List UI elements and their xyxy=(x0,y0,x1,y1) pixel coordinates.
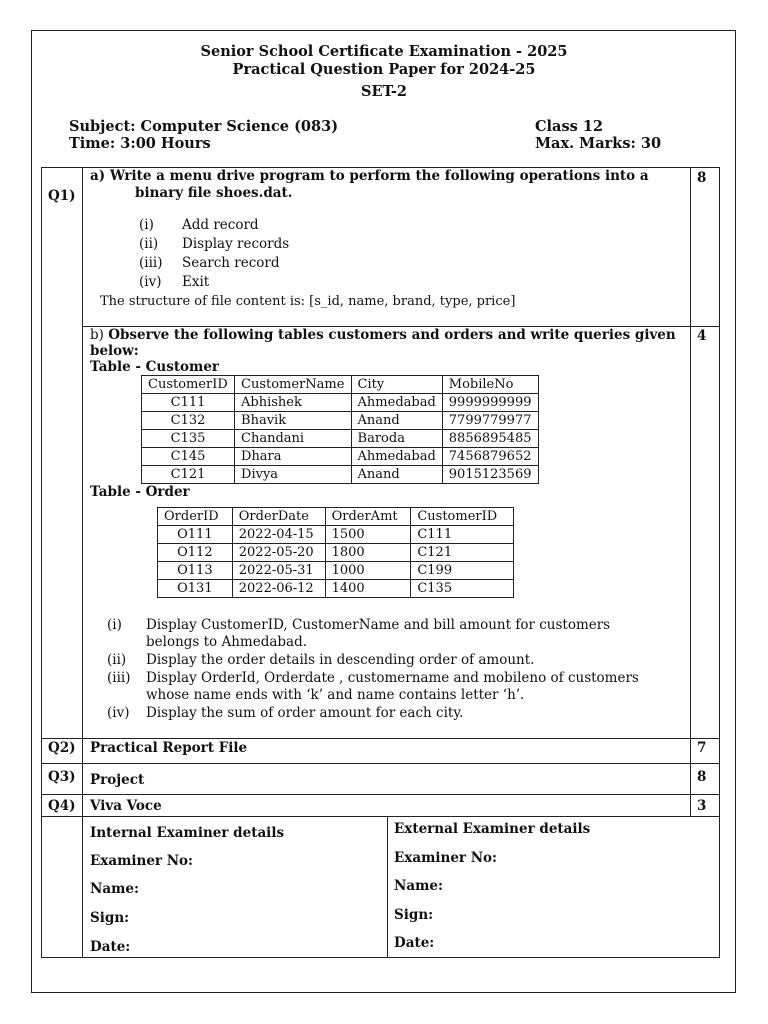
table-row xyxy=(142,412,539,430)
table-header-row xyxy=(158,508,514,526)
query-text: Display OrderId, Orderdate , customername and mobileno of customers xyxy=(146,670,639,686)
internal-examiner-sign: Sign: xyxy=(90,910,130,926)
q1b-line2: below: xyxy=(90,343,139,359)
cell: 8856895485 xyxy=(442,430,538,448)
cell: C135 xyxy=(142,430,235,448)
q1a-item-text: Display records xyxy=(182,236,290,252)
grid-line-left xyxy=(41,167,42,958)
header-cell: CustomerID xyxy=(142,376,235,394)
cell: O131 xyxy=(158,580,233,598)
q1a-line1: a) Write a menu drive program to perform the following operations into a xyxy=(90,168,649,184)
grid-line-right xyxy=(719,167,720,958)
cell: 2022-04-15 xyxy=(232,526,325,544)
cell: C135 xyxy=(411,580,514,598)
q3-title: Project xyxy=(90,772,145,788)
q1a-line2: binary file shoes.dat. xyxy=(135,185,293,201)
cell: Abhishek xyxy=(235,394,352,412)
cell: Divya xyxy=(235,466,352,484)
q1a-item-num: (iv) xyxy=(139,274,162,290)
set-label: SET-2 xyxy=(360,83,408,100)
cell: Anand xyxy=(351,466,442,484)
q1a-item-num: (i) xyxy=(139,217,154,233)
cell: C199 xyxy=(411,562,514,580)
cell: 1800 xyxy=(325,544,411,562)
q1a-marks: 8 xyxy=(697,170,707,186)
grid-line-bottom xyxy=(41,957,720,958)
cell: C121 xyxy=(411,544,514,562)
query-text: Display the order details in descending order of amount. xyxy=(146,652,535,668)
exam-title: Senior School Certificate Examination - 2025 xyxy=(200,43,568,60)
grid-line-qcol xyxy=(82,167,83,958)
cell: C132 xyxy=(142,412,235,430)
cell: 7456879652 xyxy=(442,448,538,466)
order-table-caption: Table - Order xyxy=(90,484,190,500)
query-text: belongs to Ahmedabad. xyxy=(146,634,308,650)
header-cell: OrderAmt xyxy=(325,508,411,526)
query-text: Display the sum of order amount for each city. xyxy=(146,705,464,721)
cell: C145 xyxy=(142,448,235,466)
table-row xyxy=(158,526,514,544)
cell: 1400 xyxy=(325,580,411,598)
cell: Bhavik xyxy=(235,412,352,430)
q3-label: Q3) xyxy=(48,769,76,785)
class: Class 12 xyxy=(535,118,603,135)
cell: 9999999999 xyxy=(442,394,538,412)
cell: 7799779977 xyxy=(442,412,538,430)
table-row xyxy=(142,466,539,484)
cell: 2022-05-20 xyxy=(232,544,325,562)
query-text: Display CustomerID, CustomerName and bill amount for customers xyxy=(146,617,611,633)
external-examiner-sign: Sign: xyxy=(394,907,434,923)
q2-label: Q2) xyxy=(48,740,76,756)
subject: Subject: Computer Science (083) xyxy=(69,118,339,135)
external-examiner-no: Examiner No: xyxy=(394,850,498,866)
header-cell: CustomerName xyxy=(235,376,352,394)
max-marks: Max. Marks: 30 xyxy=(535,135,662,152)
cell: Anand xyxy=(351,412,442,430)
cell: O111 xyxy=(158,526,233,544)
cell: 2022-05-31 xyxy=(232,562,325,580)
paper-title: Practical Question Paper for 2024-25 xyxy=(232,61,536,78)
table-row xyxy=(142,448,539,466)
grid-line-q3 xyxy=(41,763,720,764)
cell: 1500 xyxy=(325,526,411,544)
table-header-row xyxy=(142,376,539,394)
external-examiner-title: External Examiner details xyxy=(394,821,591,837)
q1b-line1: b) Observe the following tables customers and orders and write queries given xyxy=(90,327,676,343)
cell: C121 xyxy=(142,466,235,484)
q4-title: Viva Voce xyxy=(90,798,162,814)
table-row xyxy=(158,544,514,562)
cell: Dhara xyxy=(235,448,352,466)
q2-marks: 7 xyxy=(697,740,707,756)
cell: Baroda xyxy=(351,430,442,448)
order-table xyxy=(157,507,514,598)
header-cell: City xyxy=(351,376,442,394)
query-num: (iii) xyxy=(107,670,131,686)
external-examiner-date: Date: xyxy=(394,935,435,951)
customer-table xyxy=(141,375,539,484)
q4-marks: 3 xyxy=(697,798,707,814)
query-num: (iv) xyxy=(107,705,130,721)
q2-title: Practical Report File xyxy=(90,740,248,756)
cell: O112 xyxy=(158,544,233,562)
cell: Chandani xyxy=(235,430,352,448)
q1a-item-text: Add record xyxy=(182,217,259,233)
grid-line-q4 xyxy=(41,794,720,795)
grid-line-examiner-split xyxy=(387,816,388,958)
cell: Ahmedabad xyxy=(351,448,442,466)
query-num: (ii) xyxy=(107,652,127,668)
q1a-item-text: Exit xyxy=(182,274,210,290)
internal-examiner-title: Internal Examiner details xyxy=(90,825,285,841)
query-num: (i) xyxy=(107,617,122,633)
cell: O113 xyxy=(158,562,233,580)
query-text: whose name ends with ‘k’ and name contains letter ‘h’. xyxy=(146,687,525,703)
q1a-structure: The structure of file content is: [s_id, name, brand, type, price] xyxy=(100,294,516,309)
header-cell: CustomerID xyxy=(411,508,514,526)
table-row xyxy=(158,580,514,598)
cell: C111 xyxy=(411,526,514,544)
cell: 2022-06-12 xyxy=(232,580,325,598)
header-cell: OrderID xyxy=(158,508,233,526)
grid-line-examiners xyxy=(41,816,720,817)
cell: Ahmedabad xyxy=(351,394,442,412)
external-examiner-name: Name: xyxy=(394,878,443,894)
grid-line-q2 xyxy=(41,738,720,739)
q3-marks: 8 xyxy=(697,769,707,785)
q1a-item-text: Search record xyxy=(182,255,280,271)
grid-line-markscol xyxy=(690,167,691,817)
customer-table-caption: Table - Customer xyxy=(90,359,220,375)
q1a-item-num: (iii) xyxy=(139,255,163,271)
q1b-marks: 4 xyxy=(697,328,707,344)
table-row xyxy=(158,562,514,580)
q1-label: Q1) xyxy=(48,188,76,204)
internal-examiner-no: Examiner No: xyxy=(90,853,194,869)
header-cell: OrderDate xyxy=(232,508,325,526)
internal-examiner-name: Name: xyxy=(90,881,139,897)
cell: C111 xyxy=(142,394,235,412)
q4-label: Q4) xyxy=(48,798,76,814)
q1a-item-num: (ii) xyxy=(139,236,159,252)
cell: 9015123569 xyxy=(442,466,538,484)
header-cell: MobileNo xyxy=(442,376,538,394)
cell: 1000 xyxy=(325,562,411,580)
time: Time: 3:00 Hours xyxy=(69,135,211,152)
table-row xyxy=(142,430,539,448)
internal-examiner-date: Date: xyxy=(90,939,131,955)
table-row xyxy=(142,394,539,412)
